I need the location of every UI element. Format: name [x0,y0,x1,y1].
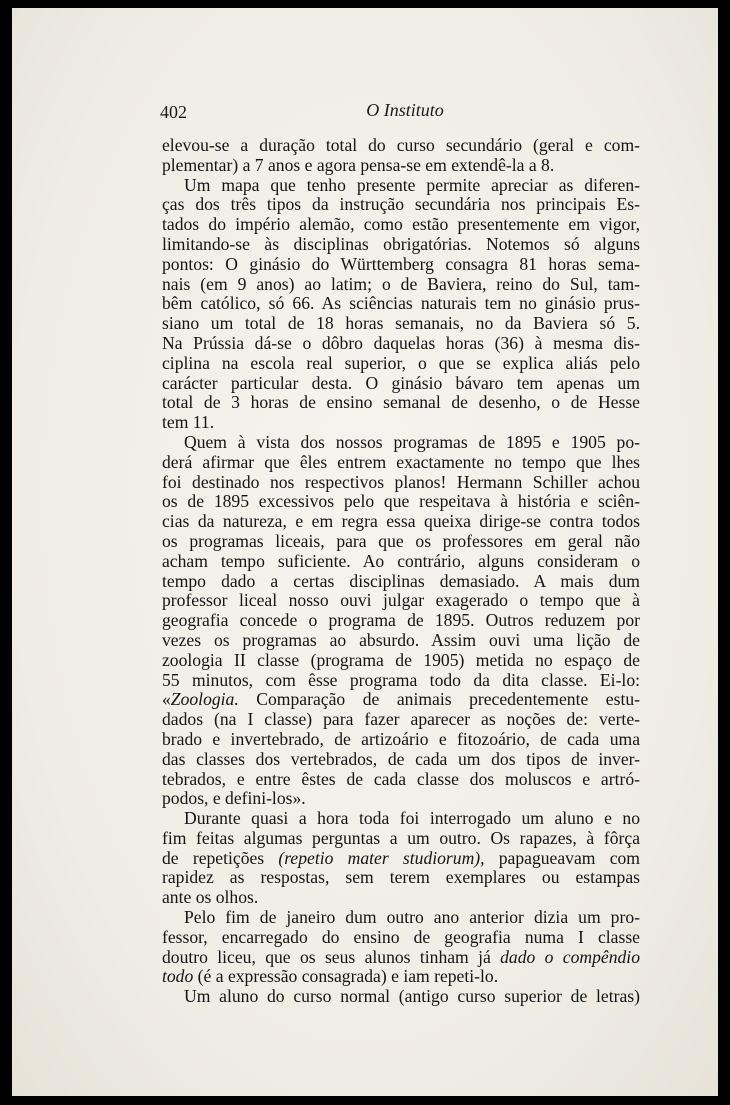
text-line [162,492,640,512]
text-segment: Comparação de animais precedentemente estu- [238,689,640,710]
text-segment: fessor, encarregado do ensino de geografia numa I classe [162,926,640,947]
text-line [162,433,640,453]
text-segment: Quem à vista dos nossos programas de 1895 e 1905 po- [184,431,640,452]
text-line [162,275,640,295]
text-line [162,453,640,473]
text-segment: Pelo fim de janeiro dum outro ano anterior dizia um pro- [184,907,640,928]
text-segment: derá afirmar que êles entrem exactamente no tempo que lhes [162,451,640,472]
text-line [162,888,640,908]
text-line [162,710,640,730]
text-line [162,948,640,968]
text-segment: brado e invertebrado, de artizoário e fitozoário, de cada uma [162,728,640,749]
text-line [162,374,640,394]
text-line [162,195,640,215]
text-line [162,294,640,314]
text-segment: Durante quasi a hora toda foi interrogado um aluno e no [184,808,640,829]
text-line [162,789,640,809]
text-segment: dados (na I classe) para fazer aparecer as noções de: verte- [162,709,640,730]
text-segment: foi destinado nos respectivos planos! Hermann Schiller achou [162,471,640,492]
text-segment: fim feitas algumas perguntas a um outro. Os rapazes, à fôrça [162,827,640,848]
text-segment: professor liceal nosso ouvi julgar exagerado o tempo que à [162,590,640,611]
text-line [162,967,640,987]
text-line [162,631,640,651]
text-segment: vezes os programas ao absurdo. Assim ouvi uma lição de [162,629,640,650]
text-line [162,156,640,176]
text-segment: ante os olhos. [162,887,259,908]
running-title: O Instituto [366,100,444,120]
text-line [162,868,640,888]
text-segment: das classes dos vertebrados, de cada um dos tipos de inver- [162,748,640,769]
text-line [162,750,640,770]
text-segment: de repetições [162,847,279,868]
text-segment: ciplina na escola real superior, o que se explica aliás pelo [162,352,640,373]
text-line [162,987,640,1007]
text-segment: pontos: O ginásio do Württemberg consagra 81 horas sema- [162,253,640,274]
text-line [162,393,640,413]
italic-text: todo [162,966,194,987]
text-line [162,809,640,829]
text-line [162,512,640,532]
text-line [162,532,640,552]
page-number: 402 [160,102,187,122]
text-line [162,176,640,196]
text-segment: Um mapa que tenho presente permite apreciar as diferen- [184,174,640,195]
text-segment: total de 3 horas de ensino semanal de desenho, o de Hesse [162,392,640,413]
text-segment: carácter particular desta. O ginásio bávaro tem apenas um [162,372,640,393]
text-line [162,829,640,849]
text-segment: « [162,689,171,710]
text-line [162,572,640,592]
text-line [162,770,640,790]
text-segment: tempo dado a certas disciplinas demasiado. A mais dum [162,570,640,591]
text-segment: doutro liceu, que os seus alunos tinham já [162,946,501,967]
text-line [162,611,640,631]
text-line [162,591,640,611]
text-line [162,255,640,275]
text-segment: Um aluno do curso normal (antigo curso superior de letras) [184,986,640,1007]
text-segment: os de 1895 excessivos pelo que respeitava à história e sciên- [162,491,640,512]
text-segment: rapidez as respostas, sem terem exemplares ou estampas [162,867,640,888]
text-line [162,354,640,374]
text-line [162,651,640,671]
text-segment: tados do império alemão, como estão presentemente em vigor, [162,214,640,235]
text-line [162,473,640,493]
page-header [160,100,650,126]
text-segment: papagueavam com [484,847,640,868]
italic-text: (repetio mater studiorum), [278,847,485,868]
text-segment: limitando-se às disciplinas obrigatórias. Notemos só alguns [162,233,640,254]
italic-text: Zoologia. [170,689,239,710]
text-segment: ças dos três tipos da instrução secundária nos principais Es- [162,194,640,215]
text-segment: (é a expressão consagrada) e iam repeti-lo. [193,966,499,987]
text-line [162,928,640,948]
book-page [12,8,718,1096]
italic-text: dado o compêndio [500,946,640,967]
body-text [162,136,640,1007]
text-line [162,136,640,156]
text-segment: zoologia II classe (programa de 1905) metida no espaço de [162,649,640,670]
text-segment: podos, e defini-los». [162,788,306,809]
text-line [162,730,640,750]
text-segment: Na Prússia dá-se o dôbro daquelas horas (36) à mesma dis- [162,332,640,353]
text-segment: tem 11. [162,412,215,433]
text-line [162,849,640,869]
text-segment: bêm católico, só 66. As sciências naturais tem no ginásio prus- [162,293,640,314]
text-line [162,334,640,354]
text-segment: acham tempo suficiente. Ao contrário, alguns consideram o [162,550,640,571]
text-segment: elevou-se a duração total do curso secundário (geral e com- [162,135,640,155]
text-segment: nais (em 9 anos) ao latim; o de Baviera, reino do Sul, tam- [162,273,640,294]
text-line [162,413,640,433]
text-segment: os programas liceais, para que os professores em geral não [162,530,640,551]
text-segment: siano um total de 18 horas semanais, no da Baviera só 5. [162,313,640,334]
text-line [162,235,640,255]
text-segment: geografia concede o programa de 1895. Outros reduzem por [162,610,640,631]
text-line [162,314,640,334]
text-line [162,552,640,572]
text-segment: plementar) a 7 anos e agora pensa-se em extendê-la a 8. [162,154,555,175]
text-line [162,690,640,710]
text-line [162,908,640,928]
text-segment: cias da natureza, e em regra essa queixa dirige-se contra todos [162,511,640,532]
text-segment: tebrados, e entre êstes de cada classe dos moluscos e artró- [162,768,640,789]
text-segment: 55 minutos, com êsse programa todo da dita classe. Ei-lo: [162,669,640,690]
text-line [162,671,640,691]
text-line [162,215,640,235]
